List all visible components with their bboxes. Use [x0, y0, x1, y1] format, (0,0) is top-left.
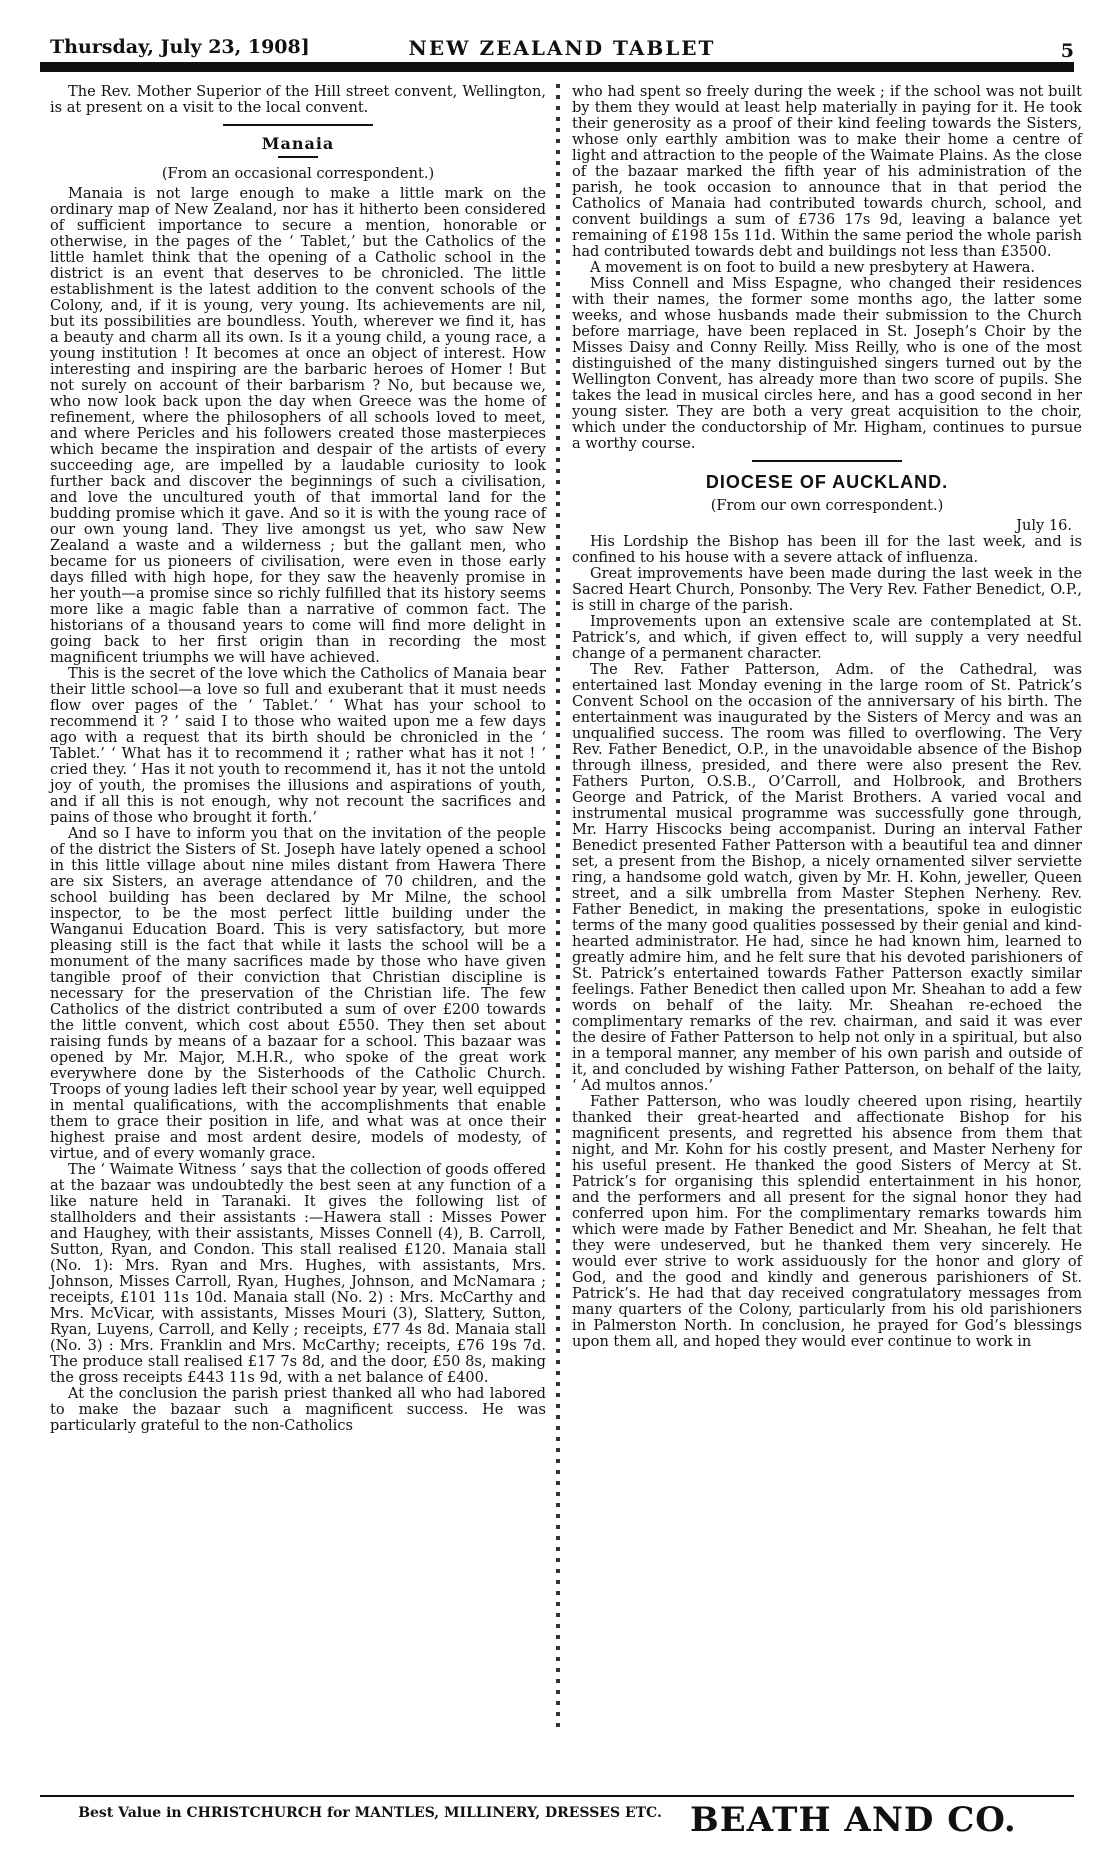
footer-advert-text: Best Value in CHRISTCHURCH for MANTLES, MILLINERY, DRESSES ETC. [78, 1805, 662, 1821]
divider-dot [556, 425, 560, 429]
divider-dot [556, 480, 560, 484]
divider-dot [556, 1492, 560, 1496]
divider-dot [556, 1140, 560, 1144]
divider-dot [556, 722, 560, 726]
divider-dot [556, 172, 560, 176]
issue-date: Thursday, July 23, 1908] [50, 36, 310, 58]
divider-dot [556, 1569, 560, 1573]
divider-dot [556, 1107, 560, 1111]
divider-dot [556, 887, 560, 891]
heading-underline [278, 156, 318, 158]
divider-dot [556, 1206, 560, 1210]
divider-dot [556, 700, 560, 704]
article-paragraph: His Lordship the Bishop has been ill for the last week, and is confined to his house with a severe attack of influenza. [572, 533, 1082, 566]
divider-dot [556, 876, 560, 880]
divider-dot [556, 711, 560, 715]
divider-dot [556, 1162, 560, 1166]
divider-dot [556, 535, 560, 539]
divider-dot [556, 1118, 560, 1122]
divider-dot [556, 1580, 560, 1584]
divider-dot [556, 1250, 560, 1254]
divider-dot [556, 414, 560, 418]
divider-dot [556, 733, 560, 737]
divider-dot [556, 1602, 560, 1606]
divider-dot [556, 1712, 560, 1716]
divider-dot [556, 1316, 560, 1320]
divider-dot [556, 1547, 560, 1551]
divider-dot [556, 1294, 560, 1298]
column-divider [556, 84, 560, 1784]
divider-dot [556, 1008, 560, 1012]
divider-dot [556, 524, 560, 528]
divider-dot [556, 128, 560, 132]
divider-dot [556, 1030, 560, 1034]
header-rule [40, 62, 1074, 72]
divider-dot [556, 315, 560, 319]
divider-dot [556, 799, 560, 803]
divider-dot [556, 975, 560, 979]
divider-dot [556, 1096, 560, 1100]
divider-dot [556, 1371, 560, 1375]
divider-dot [556, 744, 560, 748]
footer-rule [40, 1795, 1074, 1797]
divider-dot [556, 1624, 560, 1628]
divider-dot [556, 777, 560, 781]
divider-dot [556, 634, 560, 638]
divider-dot [556, 623, 560, 627]
article-paragraph: Great improvements have been made during the last week in the Sacred Heart Church, Ponsonby. The Very Rev. Father Benedict, O.P., is still in charge of the parish. [572, 565, 1082, 614]
divider-dot [556, 1019, 560, 1023]
masthead-title: NEW ZEALAND TABLET [408, 36, 716, 60]
divider-dot [556, 1239, 560, 1243]
article-paragraph: Manaia is not large enough to make a little mark on the ordinary map of New Zealand, nor has it hitherto been considered of sufficient importance to secure a mention, honorable or otherwise, in the pages of the ‘ Tablet,’ but the Catholics of the little hamlet think that the opening of a Catholic school in the district is an event that deserves to be chronicled. The little establishment is the latest addition to the convent schools of the Colony, and, if it is young, very young. Its achievements are nil, but its possibilities are boundless. Youth, wherever we find it, has a beauty and charm all its own. Is it a young child, a young race, a young institution ! It becomes at once an object of interest. How interesting and inspiring are the barbaric heroes of Homer ! But not surely on account of their barbarism ? No, but because we, who now look back upon the day when Greece was the home of refinement, where the philosophers of all schools loved to meet, and where Pericles and his followers created those masterpieces which became the inspiration and despair of the artists of every succeeding age, are impelled by a laudable curiosity to look further back and discover the beginnings of such a civilisation, and love the uncultured youth of that immortal land for the budding promise which it gave. And so it is with the young race of our own young land. They live amongst us yet, who saw New Zealand a waste and a wilderness ; but the gallant men, who became for us pioneers of civilisation, were even in those early days filled with high hope, for they saw the heavenly promise in her youth—a promise since so richly fulfilled that its history seems more like a magic fable than a narrative of common fact. The historians of a thousand years to come will find more delight in going back to her first origin than in recording the most magnificent triumphs we will have achieved. [50, 185, 546, 666]
divider-dot [556, 1481, 560, 1485]
divider-dot [556, 381, 560, 385]
divider-dot [556, 667, 560, 671]
article-heading-auckland: DIOCESE OF AUCKLAND. [705, 472, 949, 492]
divider-dot [556, 557, 560, 561]
divider-dot [556, 1591, 560, 1595]
divider-dot [556, 359, 560, 363]
divider-dot [556, 1173, 560, 1177]
divider-dot [556, 1657, 560, 1661]
section-divider [752, 460, 902, 462]
article-heading-manaia: Manaia [261, 134, 335, 153]
divider-dot [556, 183, 560, 187]
right-column [572, 84, 1082, 1350]
divider-dot [556, 260, 560, 264]
divider-dot [556, 1437, 560, 1441]
divider-dot [556, 139, 560, 143]
divider-dot [556, 1338, 560, 1342]
divider-dot [556, 370, 560, 374]
divider-dot [556, 326, 560, 330]
divider-dot [556, 337, 560, 341]
left-column [50, 84, 546, 1434]
divider-dot [556, 656, 560, 660]
article-byline: (From our own correspondent.) [710, 497, 944, 514]
divider-dot [556, 1470, 560, 1474]
article-paragraph: At the conclusion the parish priest thanked all who had labored to make the bazaar such a magnificent success. He was particularly grateful to the non-Catholics [50, 1385, 546, 1434]
divider-dot [556, 205, 560, 209]
divider-dot [556, 1415, 560, 1419]
divider-dot [556, 513, 560, 517]
divider-dot [556, 1360, 560, 1364]
divider-dot [556, 1536, 560, 1540]
divider-dot [556, 953, 560, 957]
divider-dot [556, 766, 560, 770]
intro-paragraph: The Rev. Mother Superior of the Hill street convent, Wellington, is at present on a visit to the local convent. [50, 83, 546, 116]
divider-dot [556, 1129, 560, 1133]
divider-dot [556, 986, 560, 990]
divider-dot [556, 106, 560, 110]
divider-dot [556, 1404, 560, 1408]
divider-dot [556, 755, 560, 759]
divider-dot [556, 1074, 560, 1078]
divider-dot [556, 1261, 560, 1265]
divider-dot [556, 1646, 560, 1650]
divider-dot [556, 931, 560, 935]
article-paragraph: And so I have to inform you that on the invitation of the people of the district the Sisters of St. Joseph have lately opened a school in this little village about nine miles distant from Hawera There are six Sisters, an average attendance of 70 children, and the school building has been declared by Mr Milne, the school inspector, to be the most perfect little building under the Wanganui Education Board. This is very satisfactory, but more pleasing still is the fact that while it lasts the school will be a monument of the many sacrifices made by those who have given tangible proof of their conviction that Christian discipline is necessary for the preservation of the Christian life. The few Catholics of the district contributed a sum of over £200 towards the little convent, which cost about £550. They then set about raising funds by means of a bazaar for a school. This bazaar was opened by Mr. Major, M.H.R., who spoke of the great work everywhere done by the Sisterhoods of the Catholic Church. Troops of young ladies left their school year by year, well equipped in mental qualifications, with the accomplishments that enable them to grace their position in life, and what was at once their highest praise and most ardent desire, models of modesty, of virtue, and of every womanly grace. [50, 825, 546, 1162]
divider-dot [556, 854, 560, 858]
article-byline: (From an occasional correspondent.) [161, 165, 435, 182]
divider-dot [556, 612, 560, 616]
divider-dot [556, 95, 560, 99]
divider-dot [556, 964, 560, 968]
divider-dot [556, 271, 560, 275]
page-number: 5 [1060, 40, 1074, 62]
divider-dot [556, 1448, 560, 1452]
divider-dot [556, 161, 560, 165]
article-paragraph: The ‘ Waimate Witness ’ says that the collection of goods offered at the bazaar was undoubtedly the best seen at any function of a like nature held in Taranaki. It gives the following list of stallholders and their assistants :—Hawera stall : Misses Power and Haughey, with their assistants, Misses Connell (4), B. Carroll, Sutton, Ryan, and Condon. This stall realised £120. Manaia stall (No. 1): Mrs. Ryan and Mrs. Hughes, with assistants, Mrs. Johnson, Misses Carroll, Ryan, Hughes, Johnson, and McNamara ; receipts, £101 11s 10d. Manaia stall (No. 2) : Mrs. McCarthy and Mrs. McVicar, with assistants, Misses Mouri (3), Slattery, Sutton, Ryan, Luyens, Carroll, and Kelly ; receipts, £77 4s 8d. Manaia stall (No. 3) : Mrs. Franklin and Mrs. McCarthy; receipts, £76 19s 7d. The produce stall realised £17 7s 8d, and the door, £50 8s, making the gross receipts £443 11s 9d, with a net balance of £400. [50, 1161, 546, 1386]
divider-dot [556, 304, 560, 308]
divider-dot [556, 1393, 560, 1397]
divider-dot [556, 590, 560, 594]
footer-advert-brand: BEATH AND CO. [690, 1800, 1017, 1840]
article-paragraph: Improvements upon an extensive scale are contemplated at St. Patrick’s, and which, if given effect to, will supply a very needful change of a permanent character. [572, 613, 1082, 662]
divider-dot [556, 1184, 560, 1188]
article-dateline: July 16. [1016, 517, 1072, 534]
section-divider [223, 124, 373, 126]
divider-dot [556, 788, 560, 792]
divider-dot [556, 810, 560, 814]
divider-dot [556, 678, 560, 682]
divider-dot [556, 403, 560, 407]
divider-dot [556, 216, 560, 220]
divider-dot [556, 1723, 560, 1727]
divider-dot [556, 1217, 560, 1221]
divider-dot [556, 821, 560, 825]
divider-dot [556, 150, 560, 154]
divider-dot [556, 117, 560, 121]
divider-dot [556, 1426, 560, 1430]
divider-dot [556, 832, 560, 836]
divider-dot [556, 458, 560, 462]
page-header [50, 36, 1074, 62]
divider-dot [556, 1613, 560, 1617]
divider-dot [556, 447, 560, 451]
divider-dot [556, 942, 560, 946]
divider-dot [556, 293, 560, 297]
divider-dot [556, 194, 560, 198]
divider-dot [556, 1063, 560, 1067]
divider-dot [556, 865, 560, 869]
divider-dot [556, 1151, 560, 1155]
divider-dot [556, 469, 560, 473]
divider-dot [556, 601, 560, 605]
divider-dot [556, 249, 560, 253]
divider-dot [556, 546, 560, 550]
divider-dot [556, 1668, 560, 1672]
article-paragraph: Miss Connell and Miss Espagne, who changed their residences with their names, the former some months ago, the latter some weeks, and whose husbands made their submission to the Church before marriage, have been replaced in St. Joseph’s Choir by the Misses Daisy and Conny Reilly. Miss Reilly, who is one of the most distinguished of the many distinguished singers turned out by the Wellington Convent, has already more than two score of pupils. She takes the lead in musical circles here, and has a good second in her young sister. They are both a very great acquisition to the choir, which under the conductorship of Mr. Higham, continues to pursue a worthy course. [572, 275, 1082, 452]
divider-dot [556, 1635, 560, 1639]
divider-dot [556, 645, 560, 649]
divider-dot [556, 689, 560, 693]
divider-dot [556, 1283, 560, 1287]
divider-dot [556, 1690, 560, 1694]
article-paragraph: Father Patterson, who was loudly cheered upon rising, heartily thanked their great-hearted and affectionate Bishop for his magnificent presents, and regretted his absence from them that night, and Mr. Kohn for his costly present, and Master Nerheny for his useful present. He thanked the good Sisters of Mercy at St. Patrick’s for organising this splendid entertainment in his honor, and the performers and all present for the signal honor they had conferred upon him. For the complimentary remarks towards him which were made by Father Benedict and Mr. Sheahan, he felt that they were undeserved, but he thanked them very sincerely. He would ever strive to work assiduously for the honor and glory of God, and the good and kindly and generous parishioners of St. Patrick’s. He had that day received congratulatory messages from many quarters of the Colony, particularly from his old parishioners in Palmerston North. In conclusion, he prayed for God’s blessings upon them all, and hoped they would ever continue to work in [572, 1093, 1082, 1350]
divider-dot [556, 1701, 560, 1705]
divider-dot [556, 227, 560, 231]
divider-dot [556, 1503, 560, 1507]
divider-dot [556, 843, 560, 847]
divider-dot [556, 1525, 560, 1529]
divider-dot [556, 579, 560, 583]
divider-dot [556, 1272, 560, 1276]
divider-dot [556, 997, 560, 1001]
divider-dot [556, 1195, 560, 1199]
divider-dot [556, 920, 560, 924]
divider-dot [556, 1679, 560, 1683]
divider-dot [556, 1459, 560, 1463]
divider-dot [556, 84, 560, 88]
divider-dot [556, 1327, 560, 1331]
continued-paragraph: who had spent so freely during the week ; if the school was not built by them they would at least help materially in paying for it. He took their generosity as a proof of their kind feeling towards the Sisters, whose only earthly ambition was to make their home a centre of light and attraction to the people of the Waimate Plains. As the close of the bazaar marked the fifth year of his administration of the parish, he took occasion to announce that in that period the Catholics of Manaia had contributed towards church, school, and convent buildings a sum of £736 17s 9d, leaving a balance yet remaining of £198 15s 11d. Within the same period the whole parish had contributed towards debt and buildings not less than £3500. [572, 83, 1082, 260]
divider-dot [556, 1514, 560, 1518]
divider-dot [556, 1305, 560, 1309]
article-paragraph: A movement is on foot to build a new presbytery at Hawera. [590, 259, 1036, 276]
divider-dot [556, 238, 560, 242]
divider-dot [556, 282, 560, 286]
divider-dot [556, 1041, 560, 1045]
divider-dot [556, 1228, 560, 1232]
article-paragraph: The Rev. Father Patterson, Adm. of the Cathedral, was entertained last Monday evening in the large room of St. Patrick’s Convent School on the occasion of the anniversary of his birth. The entertainment was inaugurated by the Sisters of Mercy and was an unqualified success. The room was filled to overflowing. The Very Rev. Father Benedict, O.P., in the unavoidable absence of the Bishop through illness, presided, and there were also present the Rev. Fathers Purton, O.S.B., O’Carroll, and Holbrook, and Brothers George and Patrick, of the Marist Brothers. A varied vocal and instrumental musical programme was successfully gone through, Mr. Harry Hiscocks being accompanist. During an interval Father Benedict presented Father Patterson with a beautiful tea and dinner set, a present from the Bishop, a nicely ornamented silver serviette ring, a handsome gold watch, given by Mr. H. Kohn, jeweller, Queen street, and a silk umbrella from Master Stephen Nerheny. Rev. Father Benedict, in making the presentations, spoke in eulogistic terms of the many good qualities possessed by their genial and kind-hearted administrator. He had, since he had known him, learned to greatly admire him, and he felt sure that his devoted parishioners of St. Patrick’s entertained towards Father Patterson exactly similar feelings. Father Benedict then called upon Mr. Sheahan to add a few words on behalf of the laity. Mr. Sheahan re-echoed the complimentary remarks of the rev. chairman, and said it was ever the desire of Father Patterson to help not only in a spiritual, but also in a temporal manner, any member of his own parish and outside of it, and concluded by wishing Father Patterson, on behalf of the laity, ‘ Ad multos annos.’ [572, 661, 1082, 1094]
divider-dot [556, 491, 560, 495]
divider-dot [556, 1085, 560, 1089]
divider-dot [556, 502, 560, 506]
divider-dot [556, 436, 560, 440]
divider-dot [556, 1382, 560, 1386]
divider-dot [556, 568, 560, 572]
divider-dot [556, 898, 560, 902]
divider-dot [556, 1349, 560, 1353]
article-paragraph: This is the secret of the love which the Catholics of Manaia bear their little school—a love so full and exuberant that it must needs flow over pages of the ‘ Tablet.’ ‘ What has your school to recommend it ? ’ said I to those who waited upon me a few days ago with a request that its birth should be chronicled in the ‘ Tablet.’ ‘ What has it to recommend it ; rather what has it not ! ’ cried they. ‘ Has it not youth to recommend it, has it not the untold joy of youth, the promises the illusions and aspirations of youth, and if all this is not enough, why not recount the sacrifices and pains of those who brought it forth.’ [50, 665, 546, 826]
divider-dot [556, 1558, 560, 1562]
divider-dot [556, 392, 560, 396]
divider-dot [556, 1052, 560, 1056]
divider-dot [556, 348, 560, 352]
divider-dot [556, 909, 560, 913]
